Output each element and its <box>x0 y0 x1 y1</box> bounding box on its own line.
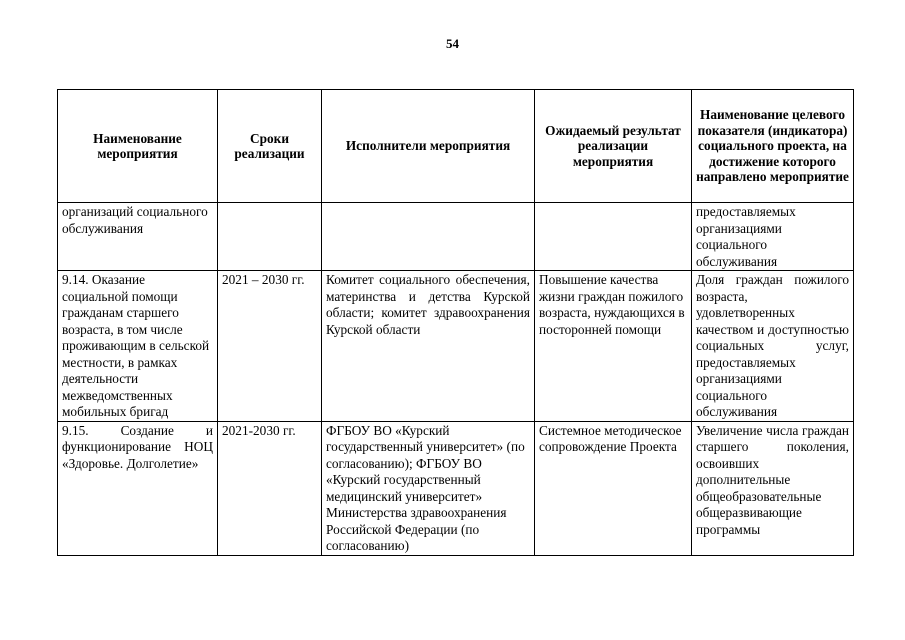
cell-target-indicator: Увеличение числа граждан старшего поколения, освоивших дополнительные общеобразовательные общеразвивающие программы <box>692 421 854 555</box>
header-timeframe: Сроки реализации <box>218 90 322 203</box>
cell-timeframe: 2021-2030 гг. <box>218 421 322 555</box>
cell-measure-name: 9.15. Создание и функционирование НОЦ «Здоровье. Долголетие» <box>58 421 218 555</box>
measures-table <box>57 89 854 556</box>
table-row <box>58 203 854 271</box>
cell-timeframe <box>218 203 322 271</box>
table-header-row <box>58 90 854 203</box>
cell-executors <box>322 203 535 271</box>
header-target-indicator: Наименование целевого показателя (индикатора) социального проекта, на достижение которого направлено мероприятие <box>692 90 854 203</box>
table-row <box>58 271 854 422</box>
cell-timeframe: 2021 – 2030 гг. <box>218 271 322 422</box>
table-row <box>58 421 854 555</box>
cell-expected-result: Повышение качества жизни граждан пожилого возраста, нуждающихся в посторонней помощи <box>535 271 692 422</box>
cell-executors: Комитет социального обеспечения, материнства и детства Курской области; комитет здравоохранения Курской области <box>322 271 535 422</box>
header-executors: Исполнители мероприятия <box>322 90 535 203</box>
cell-measure-name: 9.14. Оказание социальной помощи гражданам старшего возраста, в том числе проживающим в сельской местности, в рамках деятельности межведомственных мобильных бригад <box>58 271 218 422</box>
cell-target-indicator: предоставляемых организациями социального обслуживания <box>692 203 854 271</box>
header-expected-result: Ожидаемый результат реализации мероприятия <box>535 90 692 203</box>
page-number: 54 <box>446 36 459 51</box>
cell-target-indicator: Доля граждан пожилого возраста, удовлетворенных качеством и доступностью социальных услуг, предоставляемых организациями социального обслуживания <box>692 271 854 422</box>
header-measure-name: Наименование мероприятия <box>58 90 218 203</box>
cell-expected-result <box>535 203 692 271</box>
cell-expected-result: Системное методическое сопровождение Проекта <box>535 421 692 555</box>
cell-executors: ФГБОУ ВО «Курский государственный университет» (по согласованию); ФГБОУ ВО «Курский государственный медицинский университет» Министерства здравоохранения Российской Федерации (по согласованию) <box>322 421 535 555</box>
cell-measure-name: организаций социального обслуживания <box>58 203 218 271</box>
